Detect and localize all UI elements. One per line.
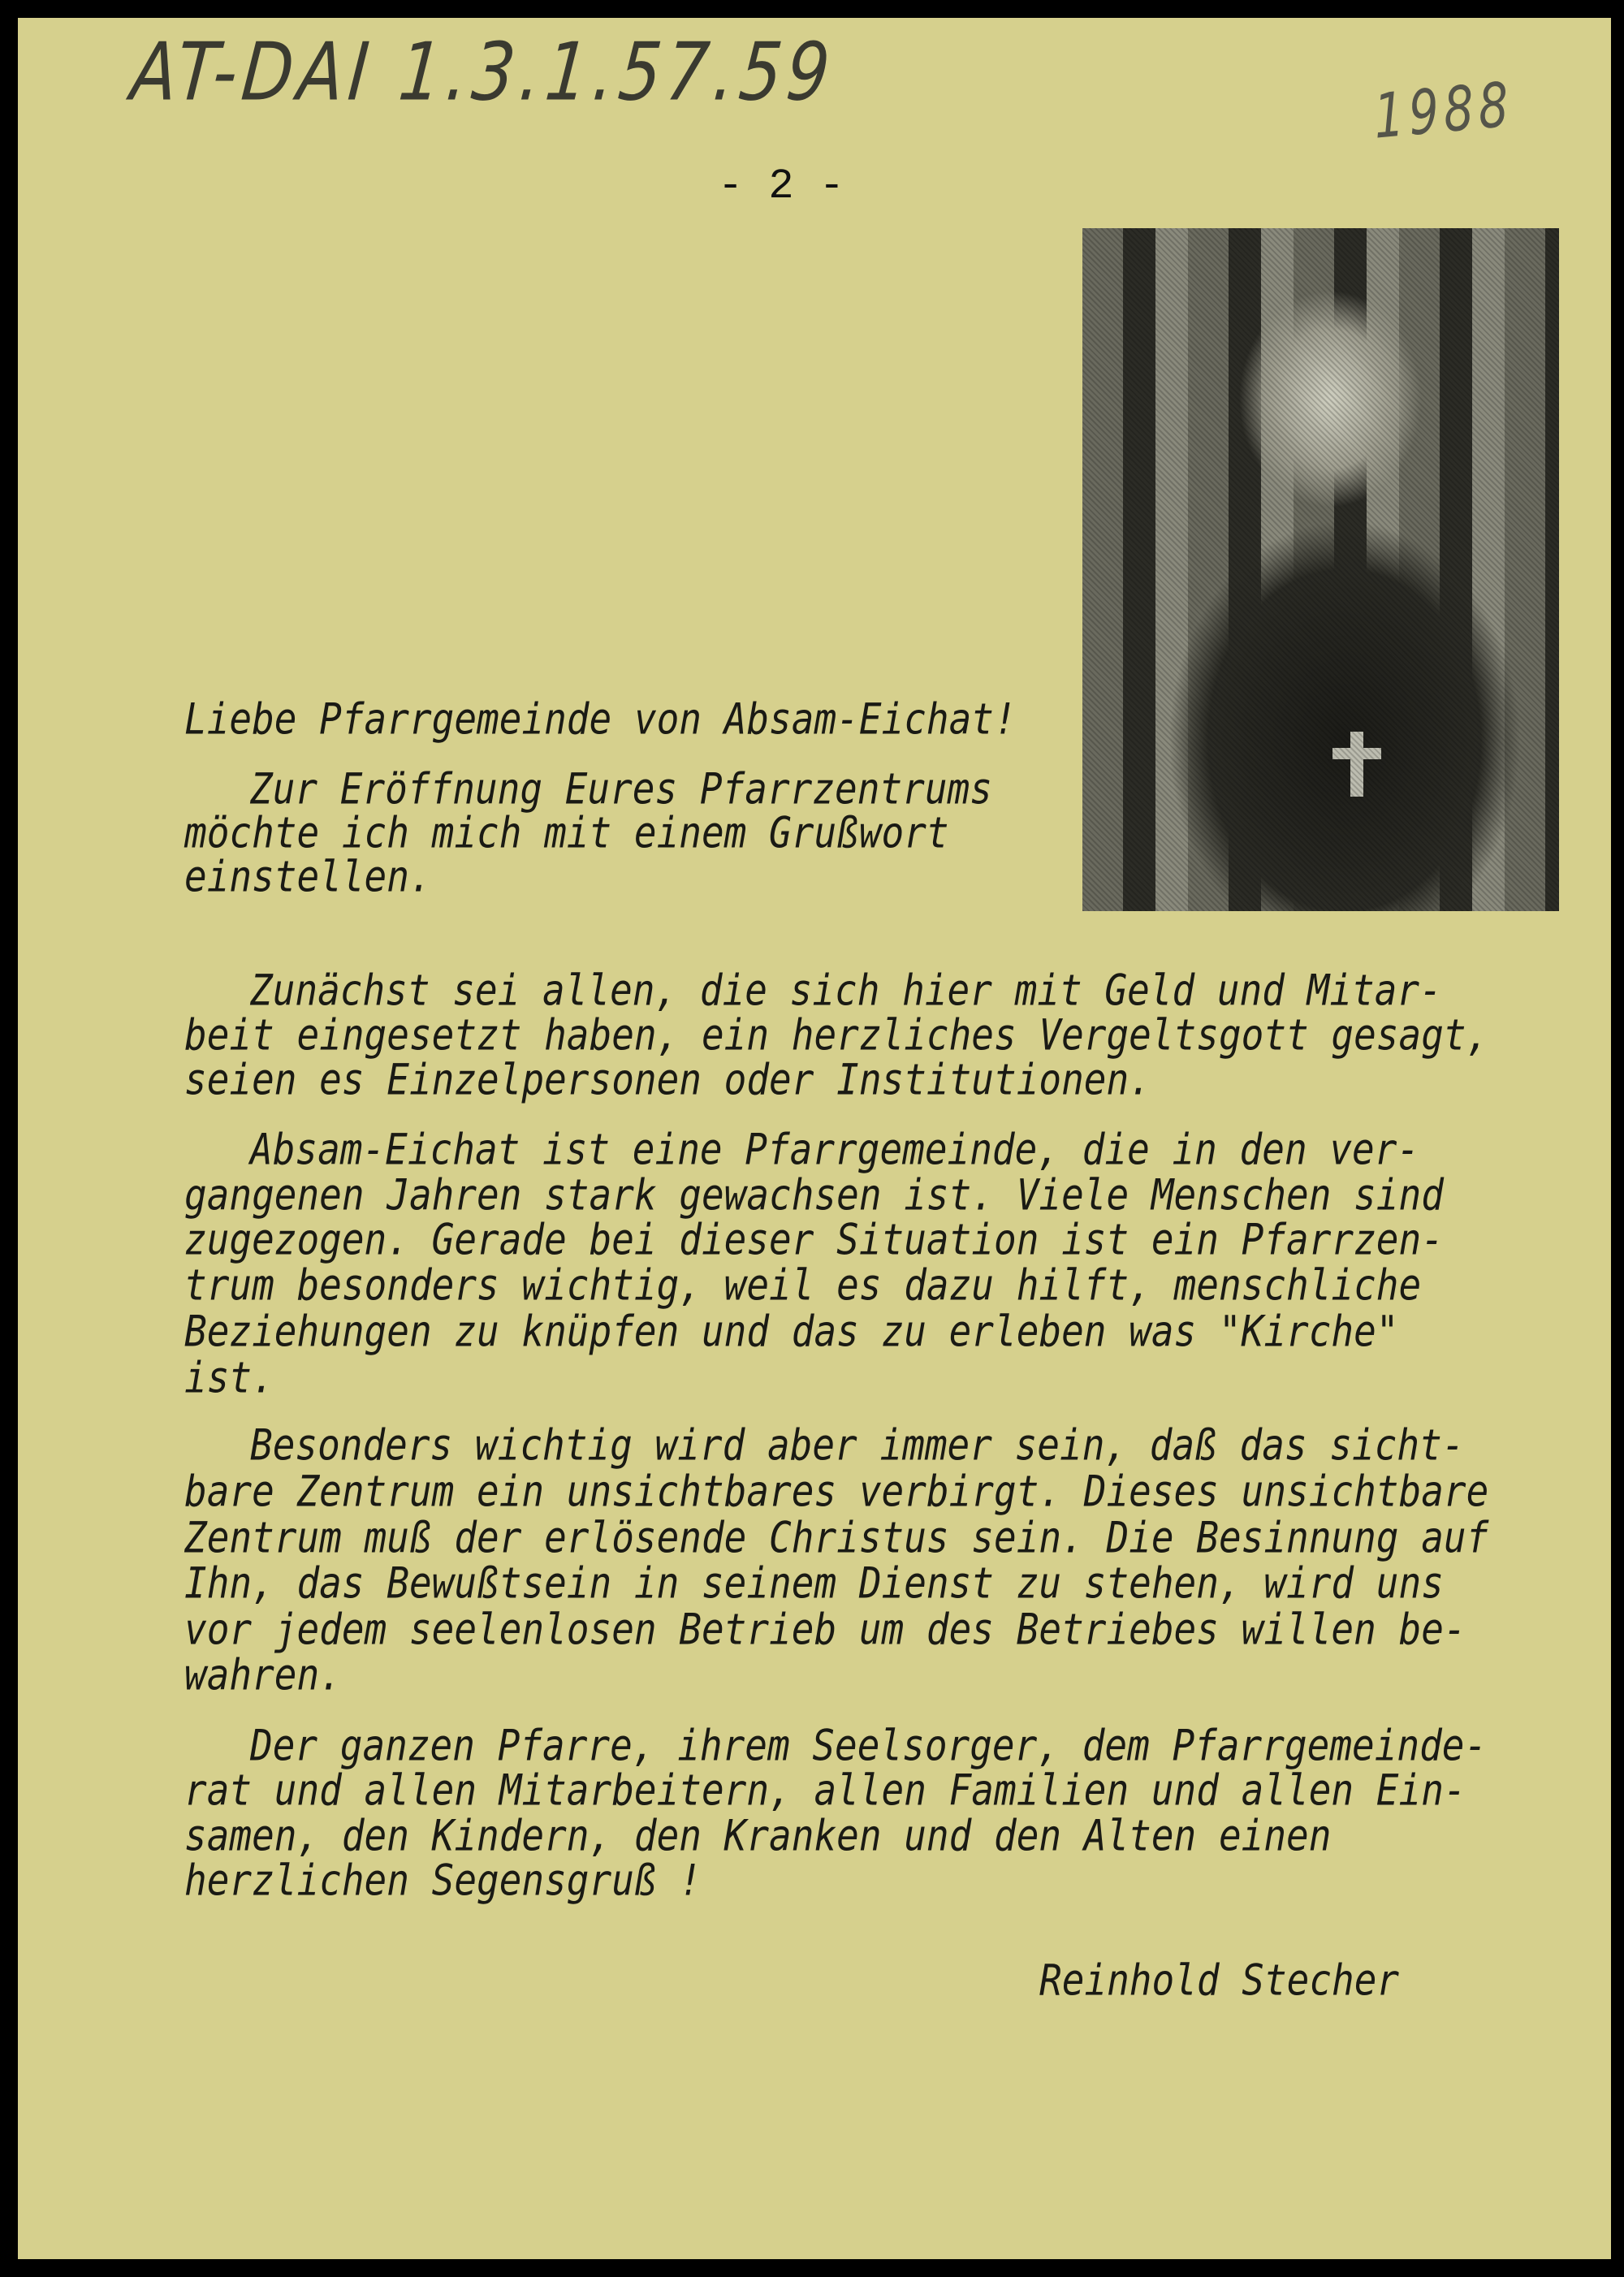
salutation: Liebe Pfarrgemeinde von Absam-Eichat! [184, 693, 1017, 745]
paragraph-4-line: Zentrum muß der erlösende Christus sein. Die Besinnung auf [184, 1512, 1489, 1563]
paragraph-2-line: beit eingesetzt haben, ein herzliches Vergeltsgott gesagt, [184, 1009, 1489, 1061]
paragraph-1-line: einstellen. [184, 851, 432, 902]
paragraph-4-line: Besonders wichtig wird aber immer sein, daß das sicht- [250, 1419, 1465, 1471]
paragraph-3-line: zugezogen. Gerade bei dieser Situation ist ein Pfarrzen- [184, 1214, 1444, 1265]
paragraph-5-line: rat und allen Mitarbeitern, allen Familien und allen Ein- [184, 1765, 1466, 1816]
paragraph-5-line: herzlichen Segensgruß ! [184, 1855, 702, 1906]
paragraph-4-line: Ihn, das Bewußtsein in seinem Dienst zu stehen, wird uns [184, 1558, 1444, 1609]
paragraph-3-line: trum besonders wichtig, weil es dazu hilft, menschliche [184, 1259, 1422, 1311]
year-annotation: 1988 [1371, 68, 1515, 153]
paragraph-2-line: seien es Einzelpersonen oder Institutionen. [184, 1054, 1151, 1105]
paragraph-3-line: Absam-Eichat ist eine Pfarrgemeinde, die in den ver- [250, 1124, 1420, 1175]
document-page [18, 18, 1611, 2259]
paragraph-1-line: möchte ich mich mit einem Grußwort [184, 807, 949, 858]
signature: Reinhold Stecher [1039, 1955, 1400, 2006]
paragraph-1-line: Zur Eröffnung Eures Pfarrzentrums [250, 763, 992, 814]
paragraph-3-line: Beziehungen zu knüpfen und das zu erleben was "Kirche" [184, 1306, 1399, 1357]
page-number: - 2 - [717, 162, 845, 210]
paragraph-4-line: wahren. [184, 1649, 342, 1700]
paragraph-4-line: vor jedem seelenlosen Betrieb um des Betriebes willen be- [184, 1604, 1466, 1655]
paragraph-3-line: gangenen Jahren stark gewachsen ist. Viele Menschen sind [184, 1169, 1444, 1221]
paragraph-4-line: bare Zentrum ein unsichtbares verbirgt. Dieses unsichtbare [184, 1466, 1489, 1517]
paragraph-2-line: Zunächst sei allen, die sich hier mit Geld und Mitar- [250, 965, 1442, 1016]
archive-number-annotation: AT-DAI 1.3.1.57.59 [127, 26, 839, 119]
pectoral-cross [1350, 732, 1363, 797]
paragraph-3-line: ist. [184, 1352, 274, 1403]
portrait-photo [1082, 228, 1559, 911]
paragraph-5-line: Der ganzen Pfarre, ihrem Seelsorger, dem Pfarrgemeinde- [250, 1720, 1488, 1771]
paragraph-5-line: samen, den Kindern, den Kranken und den Alten einen [184, 1810, 1332, 1861]
